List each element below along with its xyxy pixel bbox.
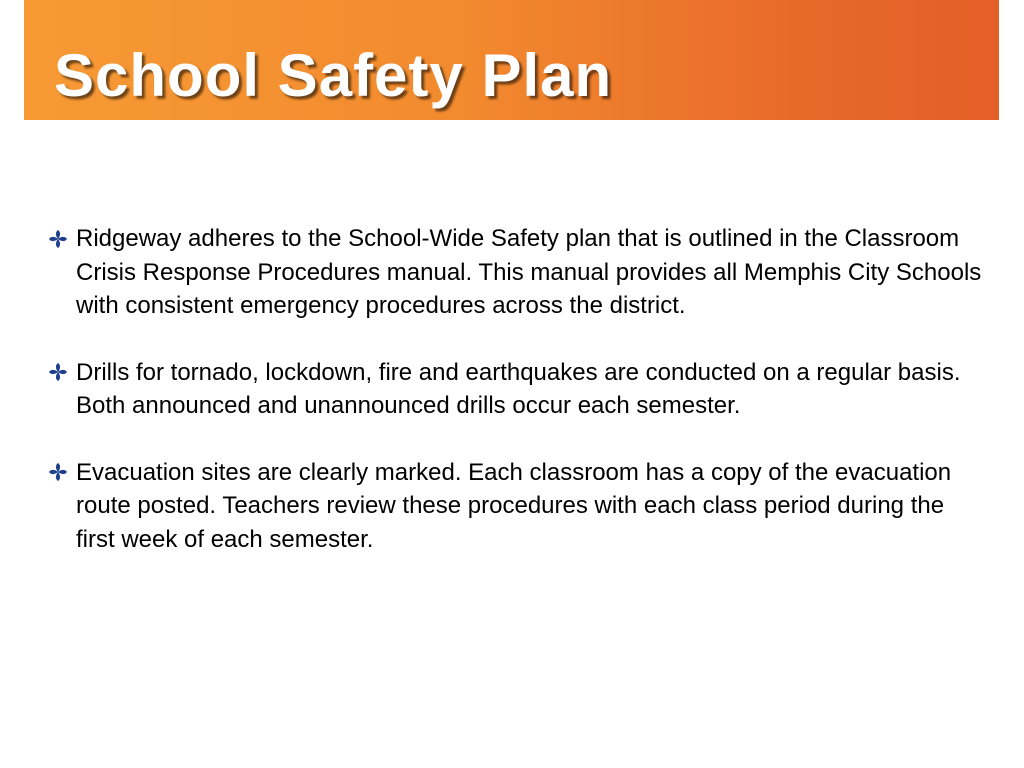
title-banner <box>24 0 999 120</box>
bullet-item <box>48 356 988 423</box>
bullet-text: Drills for tornado, lockdown, fire and earthquakes are conducted on a regular basis. Both announced and unannounced drills occur each semester. <box>76 358 961 419</box>
four-petal-cross-icon <box>48 456 74 489</box>
bullet-item <box>48 456 988 557</box>
bullet-list <box>48 222 988 589</box>
bullet-text: Evacuation sites are clearly marked. Each classroom has a copy of the evacuation route posted. Teachers review these procedures with each class period during the first week of each semester. <box>76 458 952 553</box>
four-petal-cross-icon <box>48 356 74 389</box>
bullet-text: Ridgeway adheres to the School-Wide Safety plan that is outlined in the Classroom Crisis Response Procedures manual. This manual provides all Memphis City Schools with consistent emergency procedures across the district. <box>76 225 982 319</box>
slide-title: School Safety Plan <box>54 42 613 109</box>
four-petal-cross-icon <box>48 222 74 255</box>
bullet-item <box>48 222 988 323</box>
